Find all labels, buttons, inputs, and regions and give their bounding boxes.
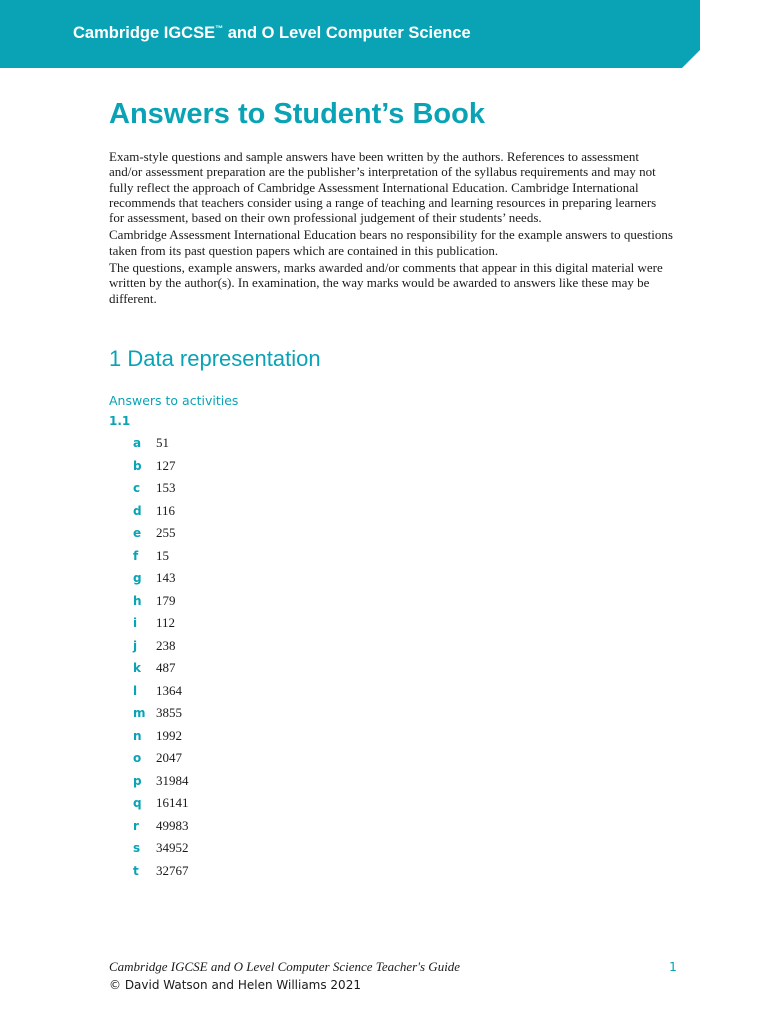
footer-copyright: © David Watson and Helen Williams 2021	[109, 978, 361, 992]
answer-value: 127	[156, 457, 176, 473]
answer-value: 32767	[156, 862, 189, 878]
answer-item	[0, 637, 400, 657]
answer-value: 51	[156, 435, 169, 450]
intro-paragraph: Cambridge Assessment International Education bears no responsibility for the example answers to questions taken from its past question papers which are contained in this publication.	[109, 227, 673, 258]
intro-text	[109, 149, 674, 308]
answer-item	[0, 682, 400, 702]
answer-value: 255	[156, 525, 176, 540]
answer-item	[0, 524, 400, 544]
answer-letter: r	[133, 818, 139, 833]
answer-value: 15	[156, 547, 169, 563]
answer-letter: c	[133, 481, 141, 495]
answer-letter: b	[133, 458, 142, 473]
answer-value: 238	[156, 637, 176, 653]
answer-item	[0, 704, 400, 724]
answer-value: 112	[156, 615, 176, 630]
answer-letter: f	[133, 548, 139, 563]
answer-letter: i	[133, 616, 138, 630]
answer-letter: o	[133, 751, 142, 765]
answer-letter: n	[133, 728, 142, 743]
answer-value: 179	[156, 592, 176, 608]
answer-item	[0, 614, 400, 634]
answer-letter: e	[133, 526, 142, 540]
answer-item	[0, 794, 400, 814]
footer-guide-title: Cambridge IGCSE and O Level Computer Science Teacher's Guide	[109, 959, 461, 974]
answer-letter: l	[133, 683, 138, 698]
answer-letter: g	[133, 571, 142, 585]
answer-value: 1364	[156, 682, 182, 698]
answer-value: 487	[156, 660, 176, 675]
answer-item	[0, 749, 400, 769]
answer-item	[0, 862, 400, 882]
answer-value: 3855	[156, 705, 182, 720]
answer-item	[0, 839, 400, 859]
answer-item	[0, 772, 400, 792]
page-number: 1	[669, 959, 677, 974]
answer-letter: a	[133, 436, 142, 450]
answer-value: 2047	[156, 750, 182, 765]
answer-value: 116	[156, 502, 176, 518]
page-title: Answers to Student’s Book	[109, 98, 485, 130]
answer-letter: p	[133, 773, 142, 788]
chapter-title: 1 Data representation	[109, 346, 321, 371]
intro-paragraph: Exam-style questions and sample answers have been written by the authors. References to assessment and/or assessment preparation are the publisher’s interpretation of the syllabus requirements and may not fully reflect the approach of Cambridge Assessment International Education. Cambridge International recommends that teachers consider using a range of teaching and learning resources in preparing learners for assessment, based on their own professional judgement of their students’ needs.	[109, 149, 657, 226]
answer-item	[0, 547, 400, 567]
answer-value: 153	[156, 480, 176, 495]
trademark-symbol: ™	[215, 24, 224, 33]
activity-number: 1.1	[109, 414, 131, 428]
answer-letter: d	[133, 503, 142, 518]
answer-item	[0, 569, 400, 589]
header-title-main: Cambridge IGCSE	[73, 24, 216, 42]
answer-value: 1992	[156, 727, 182, 743]
header-title	[73, 24, 471, 43]
answer-letter: h	[133, 593, 142, 608]
answer-item	[0, 592, 400, 612]
section-label: Answers to activities	[109, 393, 239, 408]
answer-letter: j	[133, 638, 138, 653]
answer-letter: k	[133, 661, 141, 675]
header-title-suffix: and O Level Computer Science	[223, 24, 471, 42]
answer-item	[0, 817, 400, 837]
answer-item	[0, 659, 400, 679]
answer-item	[0, 434, 400, 454]
answer-letter: t	[133, 863, 139, 878]
answer-value: 16141	[156, 795, 189, 810]
answer-item	[0, 502, 400, 522]
answer-item	[0, 727, 400, 747]
answer-value: 143	[156, 570, 176, 585]
answer-value: 34952	[156, 840, 189, 855]
answer-value: 49983	[156, 817, 189, 833]
answer-value: 31984	[156, 772, 189, 788]
intro-paragraph: The questions, example answers, marks awarded and/or comments that appear in this digital material were written by the author(s). In examination, the way marks would be awarded to answers like these may be different.	[109, 260, 663, 306]
answer-item	[0, 457, 400, 477]
answer-letter: m	[133, 706, 146, 720]
answer-letter: q	[133, 796, 142, 810]
answer-item	[0, 479, 400, 499]
answer-letter: s	[133, 841, 141, 855]
